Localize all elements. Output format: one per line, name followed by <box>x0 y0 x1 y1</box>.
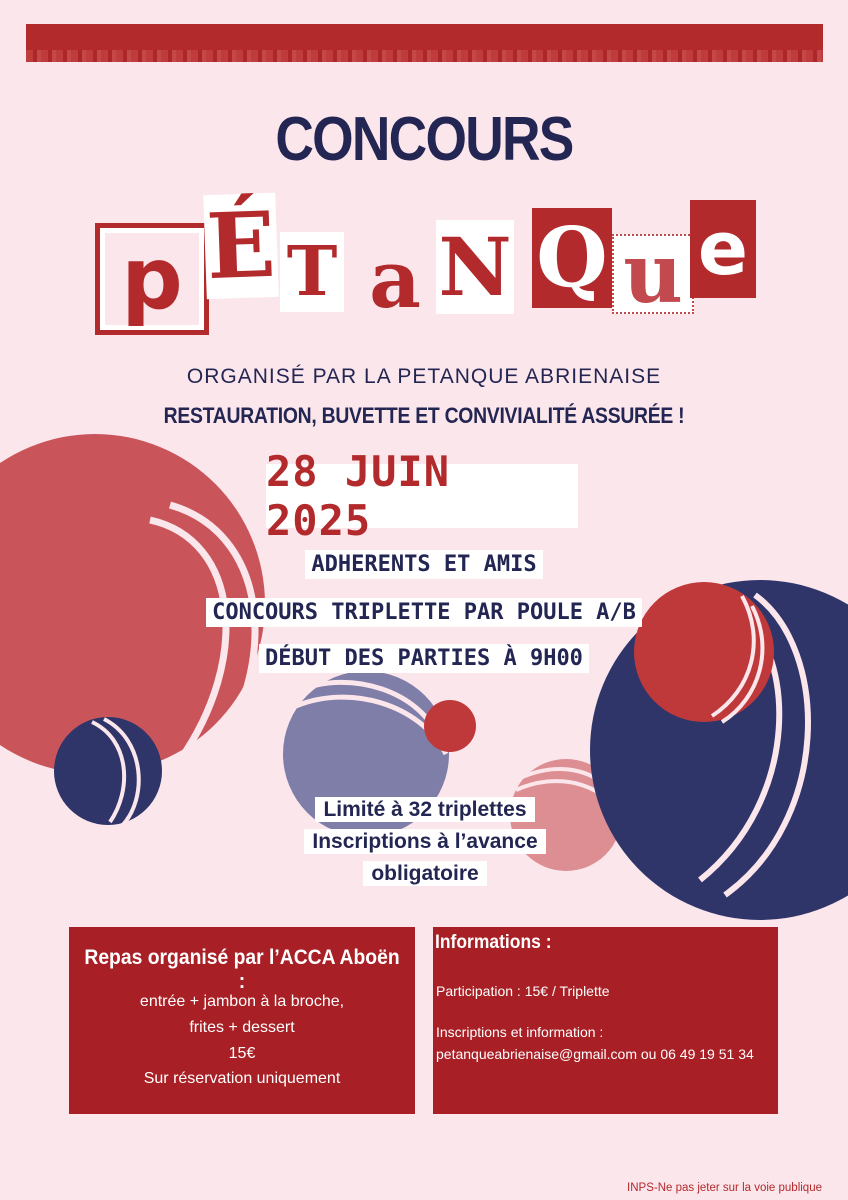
limit-registration-text: Inscriptions à l’avance <box>304 829 545 854</box>
info-box <box>433 927 778 1114</box>
limit-line-1 <box>270 798 580 821</box>
footer-notice: INPS-Ne pas jeter sur la voie publique <box>627 1182 822 1194</box>
limit-teams-text: Limité à 32 triplettes <box>315 797 534 822</box>
ransom-letter-8: e <box>690 200 756 298</box>
event-date-box <box>266 447 578 545</box>
detail-start-time: DÉBUT DES PARTIES À 9H00 <box>259 644 589 673</box>
info-title: Informations : <box>435 932 552 953</box>
title-petanque-ransom <box>100 180 760 330</box>
limit-mandatory-text: obligatoire <box>363 861 486 886</box>
limit-line-3 <box>270 862 580 885</box>
small-navy-ball-left <box>54 717 162 826</box>
detail-line-3 <box>0 646 848 671</box>
detail-line-2 <box>0 600 848 625</box>
detail-format: CONCOURS TRIPLETTE PAR POULE A/B <box>206 598 642 627</box>
info-inscriptions-label: Inscriptions et information : <box>436 1024 604 1040</box>
ransom-letter-6: Q <box>532 208 612 308</box>
organizer-line: ORGANISÉ PAR LA PETANQUE ABRIENAISE <box>186 365 662 388</box>
tagline: RESTAURATION, BUVETTE ET CONVIVIALITÉ ASSURÉE ! <box>163 403 685 428</box>
ransom-letter-4: a <box>369 232 421 326</box>
ransom-letter-3: T <box>280 232 344 312</box>
meal-line-4: Sur réservation uniquement <box>143 1070 341 1087</box>
ransom-letter-5: N <box>436 220 514 314</box>
event-date: 28 JUIN 2025 <box>266 447 451 545</box>
cochonnet-ball <box>424 700 476 752</box>
meal-title: Repas organisé par l’ACCA Aboën : <box>84 946 400 993</box>
meal-line-2: frites + dessert <box>189 1019 295 1036</box>
ransom-letter-1: p <box>100 228 204 330</box>
limit-line-2 <box>270 830 580 853</box>
title-concours: CONCOURS <box>275 105 573 174</box>
info-participation: Participation : 15€ / Triplette <box>436 983 610 999</box>
meal-price: 15€ <box>228 1045 256 1062</box>
info-contact: petanqueabrienaise@gmail.com ou 06 49 19 51 34 <box>436 1046 754 1062</box>
detail-audience: ADHERENTS ET AMIS <box>305 550 542 579</box>
meal-line-1: entrée + jambon à la broche, <box>139 993 345 1010</box>
detail-line-1 <box>0 552 848 577</box>
ransom-letter-2: É <box>204 191 278 301</box>
meal-box <box>69 927 415 1114</box>
ransom-letter-7: u <box>612 234 694 314</box>
